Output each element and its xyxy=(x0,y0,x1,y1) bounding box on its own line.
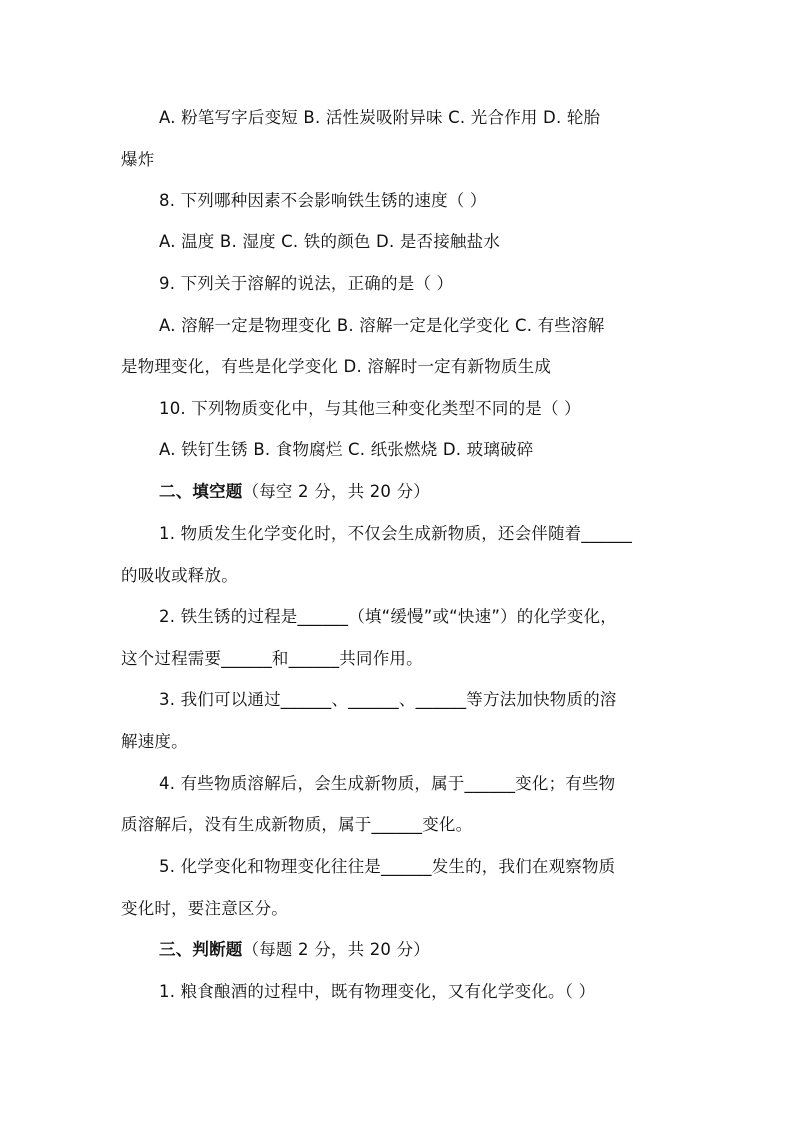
fill-1-line2: 的吸收或释放。 xyxy=(121,566,238,585)
tf-1-question: 1. 粮食酿酒的过程中，既有物理变化，又有化学变化。（ ） xyxy=(159,982,596,1001)
q9-options-line1: A. 溶解一定是物理变化 B. 溶解一定是化学变化 C. 有些溶解 xyxy=(159,316,605,335)
q10-question: 10. 下列物质变化中，与其他三种变化类型不同的是（ ） xyxy=(159,399,581,418)
section-fill-blank-heading xyxy=(159,480,430,504)
section-true-false-note: （每题 2 分，共 20 分） xyxy=(242,940,430,959)
q9-question: 9. 下列关于溶解的说法，正确的是（ ） xyxy=(159,274,454,293)
q9-options-line2: 是物理变化，有些是化学变化 D. 溶解时一定有新物质生成 xyxy=(121,357,552,376)
section-true-false-title: 三、判断题 xyxy=(159,940,243,959)
q8-question: 8. 下列哪种因素不会影响铁生锈的速度（ ） xyxy=(159,191,487,210)
section-fill-blank-note: （每空 2 分，共 20 分） xyxy=(242,482,430,501)
section-fill-blank-title: 二、填空题 xyxy=(159,482,243,501)
fill-2-line2: 这个过程需要______和______共同作用。 xyxy=(121,649,423,668)
fill-1-line1: 1. 物质发生化学变化时，不仅会生成新物质，还会伴随着______ xyxy=(159,524,633,543)
fill-5-line2: 变化时，要注意区分。 xyxy=(121,899,288,918)
fill-4-line1: 4. 有些物质溶解后，会生成新物质，属于______变化；有些物 xyxy=(159,774,616,793)
q10-options: A. 铁钉生锈 B. 食物腐烂 C. 纸张燃烧 D. 玻璃破碎 xyxy=(159,440,534,459)
fill-3-line1: 3. 我们可以通过______、______、______等方法加快物质的溶 xyxy=(159,690,617,709)
q8-options: A. 温度 B. 湿度 C. 铁的颜色 D. 是否接触盐水 xyxy=(159,232,501,251)
fill-2-line1: 2. 铁生锈的过程是______（填“缓慢”或“快速”）的化学变化， xyxy=(159,607,617,626)
fill-4-line2: 质溶解后，没有生成新物质，属于______变化。 xyxy=(121,815,473,834)
q7-options-line1: A. 粉笔写字后变短 B. 活性炭吸附异味 C. 光合作用 D. 轮胎 xyxy=(159,108,601,127)
q7-options-line2: 爆炸 xyxy=(121,150,155,169)
fill-5-line1: 5. 化学变化和物理变化往往是______发生的，我们在观察物质 xyxy=(159,857,616,876)
section-true-false-heading xyxy=(159,938,430,962)
fill-3-line2: 解速度。 xyxy=(121,732,188,751)
